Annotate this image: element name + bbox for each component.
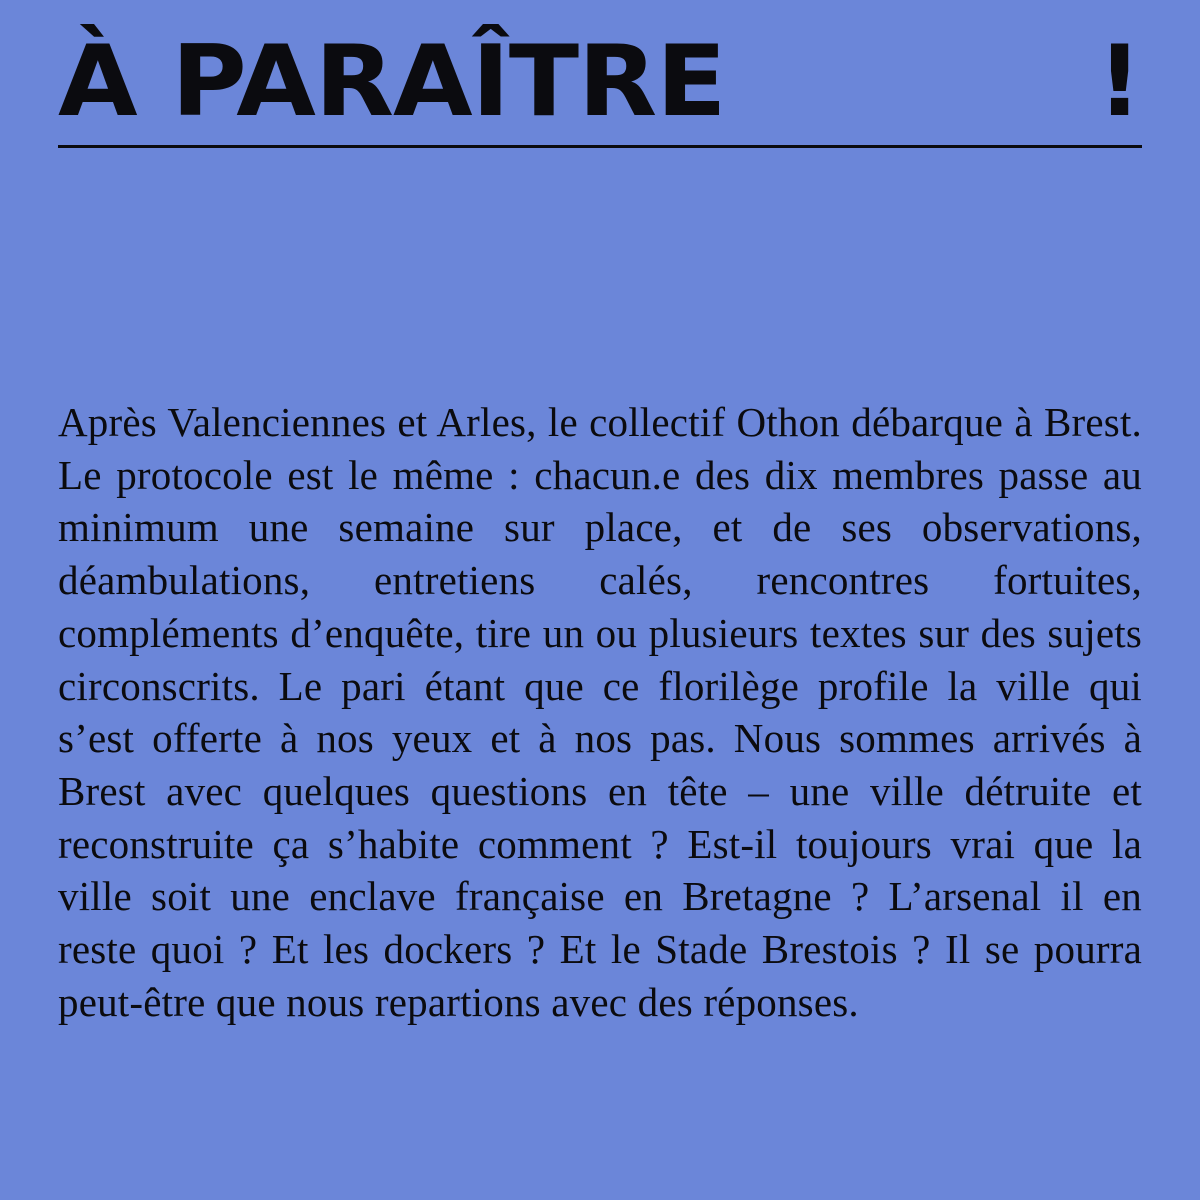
body-paragraph: Après Valenciennes et Arles, le collectif Othon débarque à Brest. Le protocole est le même : chacun.e des dix membres passe au minimum une semaine sur place, et de ses observations, déambulations, entretiens calés, rencontres fortuites, compléments d’enquête, tire un ou plusieurs textes sur des sujets circonscrits. Le pari étant que ce florilège profile la ville qui s’est offerte à nos yeux et à nos pas. Nous sommes arrivés à Brest avec quelques questions en tête – une ville détruite et reconstruite ça s’habite comment ? Est-il toujours vrai que la ville soit une enclave française en Bretagne ? L’arsenal il en reste quoi ? Et les dockers ? Et le Stade Brestois ? Il se pourra peut-être que nous repartions avec des réponses. — [58, 399, 1142, 1025]
exclamation-mark: ! — [1097, 25, 1142, 139]
page-title: À PARAÎTRE — [58, 25, 726, 139]
header — [58, 25, 1142, 139]
title-divider — [58, 145, 1142, 148]
